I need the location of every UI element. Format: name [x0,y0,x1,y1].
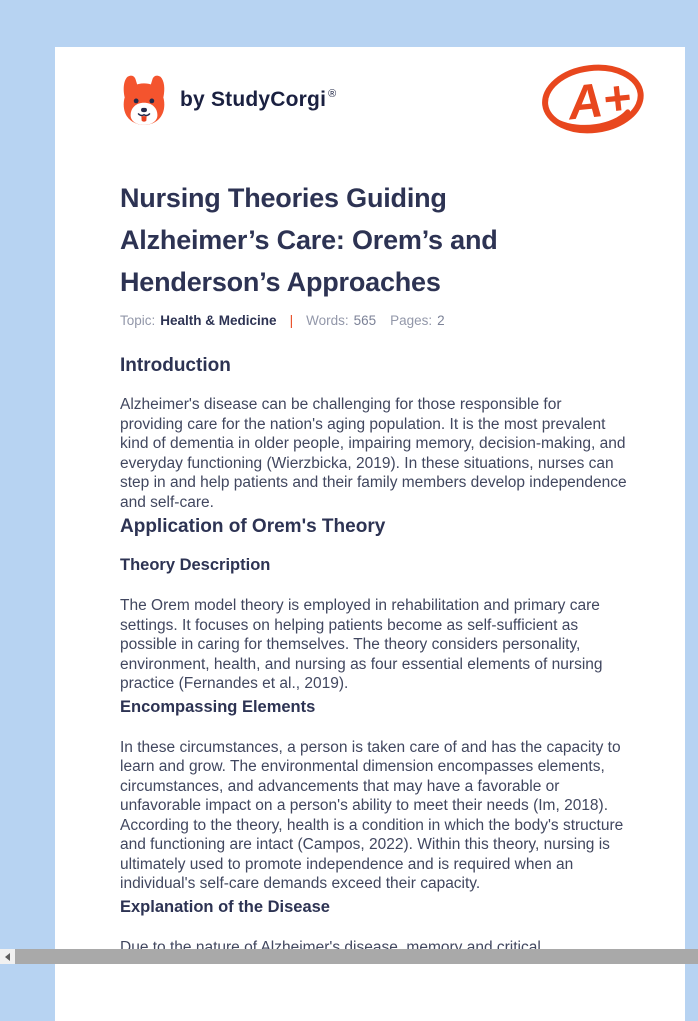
topic-value: Health & Medicine [160,313,276,328]
document-content [55,138,685,1021]
paragraph: In these circumstances, a person is taken care of and has the capacity to learn and grow. The environmental dimension encompasses elements, circumstances, and advancements that may have a favorable or unfavorable impact on a person's ability to meet their needs (Im, 2018). According to the theory, health is a condition in which the body's structure and functioning are intact (Campos, 2022). Within this theory, nursing is ultimately used to promote independence and is required when an individual's self-care demands exceed their capacity. [120,738,628,894]
paragraph: Alzheimer's disease can be challenging for those responsible for providing care for the nation's aging population. It is the most prevalent kind of dementia in older people, impairing memory, decision-making, and everyday functioning (Wierzbicka, 2019). In these situations, nurses can step in and help patients and their family members develop independence and self-care. [120,395,628,512]
paragraph: The Orem model theory is employed in rehabilitation and primary care settings. It focuses on helping patients become as self-sufficient as possible in caring for themselves. The theory considers personality, environment, health, and nursing as four essential elements of nursing practice (Fernandes et al., 2019). [120,596,628,694]
section-heading-introduction: Introduction [120,355,628,377]
words-label: Words: [306,313,349,328]
corgi-icon [120,73,168,127]
title-line: Nursing Theories Guiding [120,177,628,219]
title-line: Henderson’s Approaches [120,261,628,303]
grade-badge-text: A+ [565,71,634,130]
section-heading-application-orems-theory: Application of Orem's Theory [120,516,628,538]
words-value: 565 [354,313,377,328]
paragraph: Due to the nature of Alzheimer's disease, memory and critical [120,938,628,958]
document-card [55,47,685,1021]
title-line: Alzheimer’s Care: Orem’s and [120,219,628,261]
a-plus-stamp-icon [540,61,646,139]
horizontal-scrollbar-thumb[interactable] [15,949,698,964]
pages-label: Pages: [390,313,432,328]
studycorgi-logo [120,73,336,127]
pages-value: 2 [437,313,445,328]
subsection-heading-theory-description: Theory Description [120,556,628,575]
page-title [120,177,628,303]
horizontal-scrollbar[interactable] [0,949,698,964]
logo-wordmark: by StudyCorgi ® [180,88,336,112]
subsection-heading-explanation-of-the-disease: Explanation of the Disease [120,898,628,917]
article-meta [120,313,628,328]
scroll-left-button[interactable] [0,949,14,964]
meta-separator: | [290,313,294,328]
subsection-heading-encompassing-elements: Encompassing Elements [120,698,628,717]
registered-trademark: ® [328,88,336,100]
topic-label: Topic: [120,313,155,328]
document-header [55,47,685,138]
scroll-left-arrow-icon [5,953,10,961]
